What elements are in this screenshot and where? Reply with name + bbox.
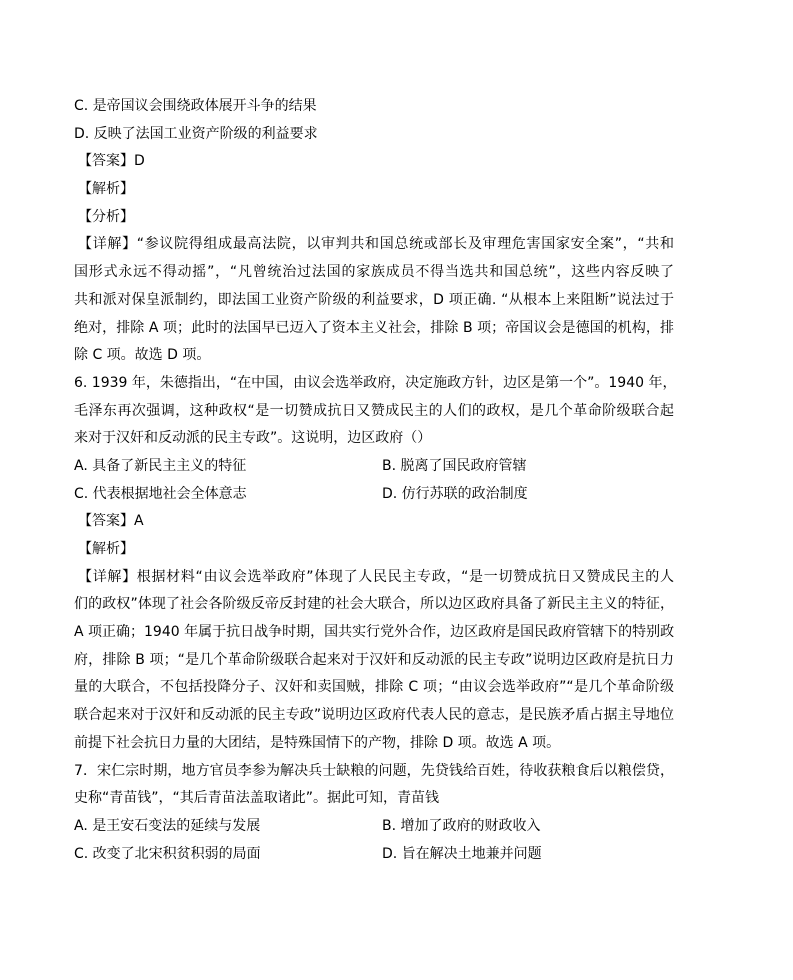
q5-fenxi-heading: 【分析】: [78, 208, 134, 225]
q6-option-b: B. 脱离了国民政府管辖: [382, 457, 527, 474]
q6-detail-line-3: A 项正确；1940 年属于抗日战争时期，国共实行党外合作，边区政府是国民政府管辖下的特别政: [74, 624, 675, 641]
q6-option-d: D. 仿行苏联的政治制度: [382, 485, 528, 502]
q5-option-c: C. 是帝国议会围绕政体展开斗争的结果: [74, 98, 317, 114]
q6-option-c: C. 代表根据地社会全体意志: [74, 485, 247, 502]
q7-option-a: A. 是王安石变法的延续与发展: [74, 817, 261, 834]
q6-detail-line-5: 量的大联合，不包括投降分子、汉奸和卖国贼，排除 C 项；“由议会选举政府”“是几个革命阶级: [74, 679, 674, 696]
q6-detail-line-2: 们的政权”体现了社会各阶级反帝反封建的社会大联合，所以边区政府具备了新民主主义的特征，: [74, 596, 674, 613]
q7-options-row-2: [74, 841, 674, 869]
q6-detail-line-7: 前提下社会抗日力量的大团结，是特殊国情下的产物，排除 D 项。故选 A 项。: [74, 734, 561, 751]
q5-detail-line-5: 除 C 项。故选 D 项。: [74, 347, 211, 364]
q7-stem-line-2: 史称“青苗钱”，“其后青苗法盖取诸此”。据此可知，青苗钱: [74, 790, 440, 807]
q5-detail-line-4: 绝对，排除 A 项；此时的法国早已迈入了资本主义社会，排除 B 项；帝国议会是德国的机构，排: [74, 319, 674, 336]
q7-option-b: B. 增加了政府的财政收入: [382, 817, 541, 834]
q7-options-row-1: [74, 813, 674, 841]
q6-options-row-2: [74, 481, 674, 509]
q6-options-row-1: [74, 453, 674, 481]
q5-option-d: D. 反映了法国工业资产阶级的利益要求: [74, 125, 318, 142]
q7-option-d: D. 旨在解决土地兼并问题: [382, 845, 542, 862]
document-page: [74, 93, 677, 868]
q6-detail-line-6: 联合起来对于汉奸和反动派的民主专政”说明边区政府代表人民的意志，是民族矛盾占据主导地位: [74, 707, 674, 724]
q5-detail-line-2: 国形式永远不得动摇”，“凡曾统治过法国的家族成员不得当选共和国总统”，这些内容反映了: [74, 264, 674, 281]
q5-detail-line-3: 共和派对保皇派制约，即法国工业资产阶级的利益要求，D 项正确. “从根本上来阻断”说法过于: [74, 291, 674, 308]
q6-analysis-heading: 【解析】: [78, 541, 134, 557]
q7-stem-line-1: 7．宋仁宗时期，地方官员李参为解决兵士缺粮的问题，先贷钱给百姓，待收获粮食后以粮偿贷，: [74, 762, 674, 779]
q5-analysis-heading: 【解析】: [78, 181, 134, 198]
q6-stem-line-1: 6. 1939 年，朱德指出，“在中国，由议会选举政府，决定施政方针，边区是第一个”。1940 年，: [74, 374, 677, 391]
q6-stem-line-3: 来对于汉奸和反动派的民主专政”。这说明，边区政府（）: [74, 430, 432, 447]
q5-answer: 【答案】D: [78, 153, 145, 170]
q6-answer: 【答案】A: [78, 513, 144, 530]
q6-stem-line-2: 毛泽东再次强调，这种政权“是一切赞成抗日又赞成民主的人们的政权，是几个革命阶级联合起: [74, 402, 674, 419]
q6-option-a: A. 具备了新民主主义的特征: [74, 457, 247, 474]
q6-detail-line-4: 府，排除 B 项；“是几个革命阶级联合起来对于汉奸和反动派的民主专政”说明边区政府是抗日力: [74, 651, 674, 668]
q7-option-c: C. 改变了北宋积贫积弱的局面: [74, 845, 261, 862]
q5-detail-line-1: 【详解】“参议院得组成最高法院，以审判共和国总统或部长及审理危害国家安全案”，“共和: [78, 236, 674, 253]
q6-detail-line-1: 【详解】根据材料“由议会选举政府”体现了人民民主专政，“是一切赞成抗日又赞成民主的人: [78, 568, 674, 585]
